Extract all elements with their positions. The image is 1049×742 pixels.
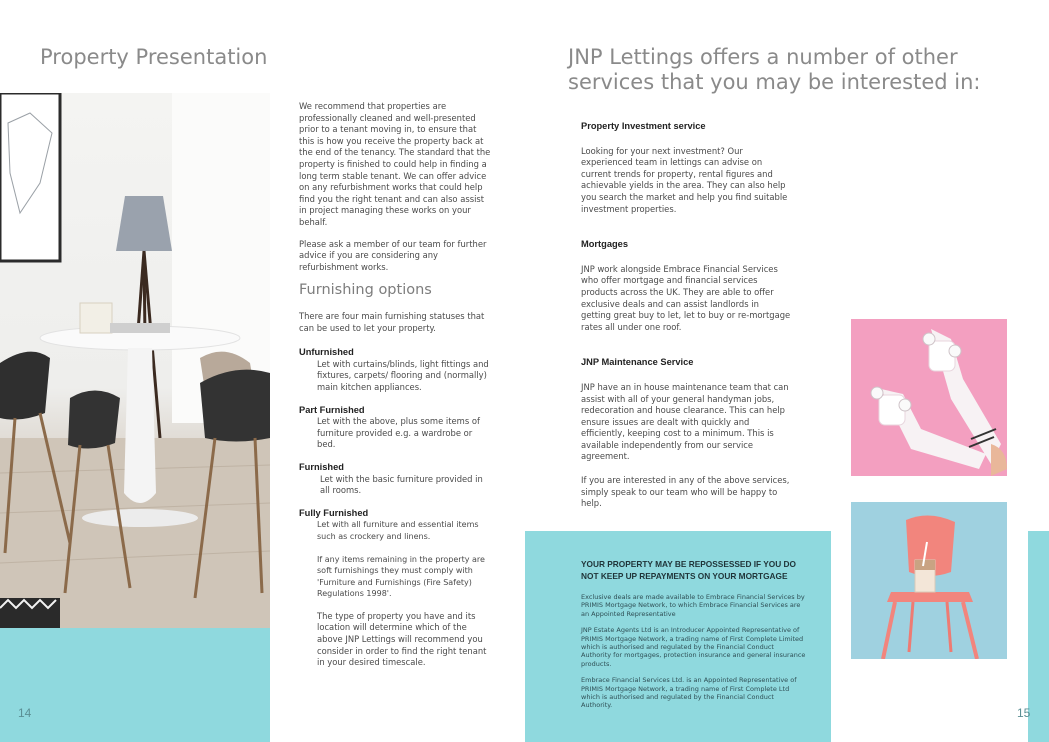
service-title: Mortgages bbox=[581, 239, 629, 250]
option-text: Let with curtains/blinds, light fittings and fixtures, carpets/ flooring and (normally) main kitchen appliances. bbox=[317, 358, 489, 392]
disclaimer-item: Embrace Financial Services Ltd. is an Appointed Representative of PRIMIS Mortgage Network, a trading name of First Complete Ltd which is authorised and regulated by the Financial Conduct Authority. bbox=[581, 676, 797, 710]
service-text: JNP work alongside Embrace Financial Services who offer mortgage and financial services products across the UK. They are able to offer exclusive deals and can assist landlords in getting great buy to let, let to buy or re-mortgage rates all under one roof. bbox=[581, 263, 791, 332]
roller-skates-photo bbox=[851, 319, 1007, 476]
option-unfurnished bbox=[299, 347, 491, 393]
intro-paragraph: We recommend that properties are professionally cleaned and well-presented prior to a tenant moving in, to ensure that this is how you receive the property back at the end of the tenancy. The standard that the property is finished to could help in finding a long term stable tenant. We can offer advice on any refurbishment works that could help find you the right tenant and can also assist in project managing these works on your behalf. bbox=[299, 101, 491, 227]
left-text-column bbox=[299, 101, 491, 273]
repossession-warning: YOUR PROPERTY MAY BE REPOSSESSED IF YOU DO NOT KEEP UP REPAYMENTS ON YOUR MORTGAGE bbox=[581, 559, 797, 581]
option-text: Let with all furniture and essential items such as crockery and linens. bbox=[317, 520, 479, 541]
option-title: Furnished bbox=[299, 461, 344, 472]
option-part-furnished bbox=[299, 405, 491, 451]
interior-photo bbox=[0, 93, 270, 628]
disclaimers bbox=[581, 593, 806, 710]
furnishing-intro: There are four main furnishing statuses that can be used to let your property. bbox=[299, 311, 485, 333]
disclaimer-item: Exclusive deals are made available to Embrace Financial Services by PRIMIS Mortgage Network, to which Embrace Financial Services are an Appointed Representative bbox=[581, 593, 805, 618]
roller-skates-illustration bbox=[851, 319, 1007, 476]
fire-safety-paragraph: If any items remaining in the property are soft furnishings they must comply with 'Furniture and Furnishings (Fire Safety) Regulations 1998'. bbox=[317, 554, 485, 599]
service-text: Looking for your next investment? Our experienced team in lettings can advise on current trends for property, rental figures and achievable yields in the area. They can also help you search the market and help you find suitable investment properties. bbox=[581, 145, 788, 214]
left-teal-band bbox=[0, 628, 270, 742]
chair-photo bbox=[851, 502, 1007, 659]
option-text: Let with the above, plus some items of furniture provided e.g. a wardrobe or bed. bbox=[317, 416, 480, 450]
option-title: Fully Furnished bbox=[299, 507, 369, 518]
services-column bbox=[581, 121, 791, 510]
option-fully-furnished bbox=[299, 508, 491, 543]
disclaimer-item: JNP Estate Agents Ltd is an Introducer Appointed Representative of PRIMIS Mortgage Network, a trading name of First Complete Limited which is authorised and regulated by the Financial Conduct Authority for mortgages, protection insurance and general insurance products. bbox=[581, 626, 806, 668]
service-maintenance bbox=[581, 357, 791, 463]
closing-paragraph: The type of property you have and its location will determine which of the above JNP Lettings will recommend you consider in order to find the right tenant in your desired timescale. bbox=[317, 610, 487, 668]
service-property-investment bbox=[581, 121, 791, 215]
right-teal-band-edge bbox=[1028, 531, 1049, 742]
chair-illustration bbox=[851, 502, 1007, 659]
left-page-title: Property Presentation bbox=[40, 45, 268, 69]
service-mortgages bbox=[581, 239, 791, 333]
service-text: JNP have an in house maintenance team that can assist with all of your general handyman jobs, redecoration and house clearance. This can help ensure issues are dealt with quickly and efficiently, keeping cost to a minimum. This is available independently from our service agreement. bbox=[581, 381, 789, 462]
service-title: Property Investment service bbox=[581, 121, 706, 131]
interior-illustration bbox=[0, 93, 270, 628]
right-page-number: 15 bbox=[1017, 706, 1031, 720]
option-title: Unfurnished bbox=[299, 347, 354, 358]
furnishing-column bbox=[299, 311, 491, 669]
option-text: Let with the basic furniture provided in all rooms. bbox=[320, 473, 483, 496]
right-page-title: JNP Lettings offers a number of other services that you may be interested in: bbox=[568, 45, 981, 94]
left-page-number: 14 bbox=[18, 706, 32, 720]
option-furnished bbox=[299, 462, 491, 497]
service-title: JNP Maintenance Service bbox=[581, 357, 694, 368]
advice-paragraph: Please ask a member of our team for further advice if you are considering any refurbishment works. bbox=[299, 238, 487, 272]
option-title: Part Furnished bbox=[299, 404, 365, 415]
interested-paragraph: If you are interested in any of the above services, simply speak to our team who will be happy to help. bbox=[581, 475, 790, 509]
furnishing-heading: Furnishing options bbox=[299, 282, 432, 298]
